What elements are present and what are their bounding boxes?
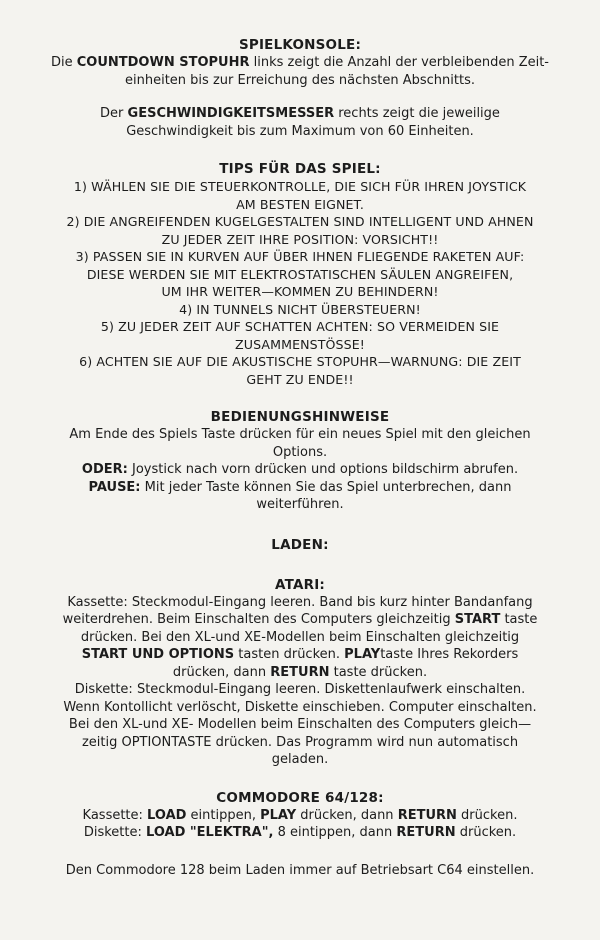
bedienung-pause-line [30,479,570,497]
bold-key-start: START [454,612,501,627]
atari-diskette-line4: zeitig OPTIONTASTE drücken. Das Programm wird nun automatisch [81,734,519,750]
text-fragment: Joystick nach vorn drücken und options bildschirm abrufen. [127,462,519,477]
tip-line: GEHT ZU ENDE!! [246,371,354,387]
commodore-section [30,789,570,842]
tip-line: 3) PASSEN SIE IN KURVEN AUF ÜBER IHNEN FLIEGENDE RAKETEN AUF: [75,249,525,264]
tip-line: ZUSAMMENSTÖSSE! [235,336,365,352]
tips-section [30,160,570,388]
text-fragment: links zeigt die Anzahl der verbleibenden Zeit- [249,55,549,70]
text-fragment: Mit jeder Taste können Sie das Spiel unterbrechen, dann [140,479,512,495]
text-fragment: drücken, dann [172,664,271,680]
text-fragment: taste Ihres Rekorders [380,647,519,662]
bold-key-return: RETURN [397,807,457,823]
atari-heading: ATARI: [274,576,326,593]
bedienung-oder-line [30,461,570,479]
text-fragment: drücken. [455,825,517,840]
bold-label-pause: PAUSE: [88,479,141,495]
spielkonsole-p1-line1 [30,54,570,72]
tips-heading: TIPS FÜR DAS SPIEL: [219,161,381,177]
bedienung-line1: Am Ende des Spiels Taste drücken für ein neues Spiel mit den gleichen [69,427,531,442]
spielkonsole-heading: SPIELKONSOLE: [238,37,362,53]
text-fragment: tasten drücken. [234,647,345,662]
atari-kassette-line3: drücken. Bei den XL-und XE-Modellen beim Einschalten gleichzeitig [80,629,520,645]
text-fragment: Kassette: [82,807,148,823]
atari-kassette-line1: Kassette: Steckmodul-Eingang leeren. Band bis kurz hinter Bandanfang [67,594,533,610]
text-fragment: Diskette: [83,825,146,840]
footer-note: Den Commodore 128 beim Laden immer auf Betriebsart C64 einstellen. [65,862,535,878]
text-fragment: taste drücken. [329,664,428,680]
bold-key-start-options: START UND OPTIONS [81,647,235,662]
bold-term-countdown: COUNTDOWN STOPUHR [76,55,250,70]
laden-section [30,536,570,554]
text-fragment: rechts zeigt die jeweilige [334,106,500,121]
tip-line: 2) DIE ANGREIFENDEN KUGELGESTALTEN SIND INTELLIGENT UND AHNEN [66,214,534,229]
bold-cmd-load: LOAD [147,807,187,823]
spielkonsole-p2-line2: Geschwindigkeit bis zum Maximum von 60 Einheiten. [126,123,474,139]
bedienung-section [30,408,570,514]
atari-section [30,576,570,769]
commodore-heading: COMMODORE 64/128: [216,789,384,806]
text-fragment: taste [500,612,538,627]
text-fragment: weiterdrehen. Beim Einschalten des Computers gleichzeitig [62,612,455,627]
bedienung-heading: BEDIENUNGSHINWEISE [210,409,390,425]
atari-kassette-line4 [30,646,570,664]
tip-line: DIESE WERDEN SIE MIT ELEKTROSTATISCHEN SÄULEN ANGREIFEN, [86,266,514,282]
tip-line: ZU JEDER ZEIT IHRE POSITION: VORSICHT!! [161,231,439,247]
tip-line: 6) ACHTEN SIE AUF DIE AKUSTISCHE STOPUHR—WARNUNG: DIE ZEIT [79,354,521,369]
text-fragment: drücken. [456,807,518,823]
text-fragment: drücken, dann [296,807,398,823]
spielkonsole-p1-line2: einheiten bis zur Erreichung des nächsten Abschnitts. [125,72,475,88]
bold-cmd-load-elektra: LOAD "ELEKTRA", [146,825,274,840]
commodore-kassette-line [30,807,570,825]
tip-line: UM IHR WEITER—KOMMEN ZU BEHINDERN! [161,284,439,299]
tip-line: AM BESTEN EIGNET. [236,196,364,212]
text-fragment: Die [50,55,77,70]
bold-label-oder: ODER: [81,462,128,477]
laden-heading: LADEN: [271,536,329,553]
atari-diskette-line1: Diskette: Steckmodul-Eingang leeren. Diskettenlaufwerk einschalten. [74,682,526,697]
spielkonsole-section [30,36,570,140]
atari-diskette-line3: Bei den XL-und XE- Modellen beim Einschalten des Computers gleich— [68,717,532,732]
bedienung-line2: Options. [272,444,328,460]
text-fragment: eintippen, [186,807,261,823]
atari-kassette-line5 [30,664,570,682]
bold-key-play: PLAY [260,807,297,823]
bold-key-return: RETURN [270,664,330,680]
bold-key-return: RETURN [396,825,456,840]
tip-line: 5) ZU JEDER ZEIT AUF SCHATTEN ACHTEN: SO VERMEIDEN SIE [100,319,500,334]
text-fragment: Der [100,106,128,121]
atari-diskette-line5: geladen. [271,752,329,767]
atari-diskette-line2: Wenn Kontollicht verlöscht, Diskette einschieben. Computer einschalten. [63,699,537,715]
bedienung-pause-line2: weiterführen. [256,497,344,512]
spielkonsole-p2-line1 [30,105,570,123]
text-fragment: 8 eintippen, dann [273,825,397,840]
tip-line: 1) WÄHLEN SIE DIE STEUERKONTROLLE, DIE SICH FÜR IHREN JOYSTICK [73,179,527,194]
atari-kassette-line2 [30,611,570,629]
tip-line: 4) IN TUNNELS NICHT ÜBERSTEUERN! [179,301,421,317]
bold-term-speedometer: GESCHWINDIGKEITSMESSER [127,106,335,121]
bold-key-play: PLAY [344,647,381,662]
footer-section [30,862,570,880]
commodore-diskette-line [30,824,570,842]
